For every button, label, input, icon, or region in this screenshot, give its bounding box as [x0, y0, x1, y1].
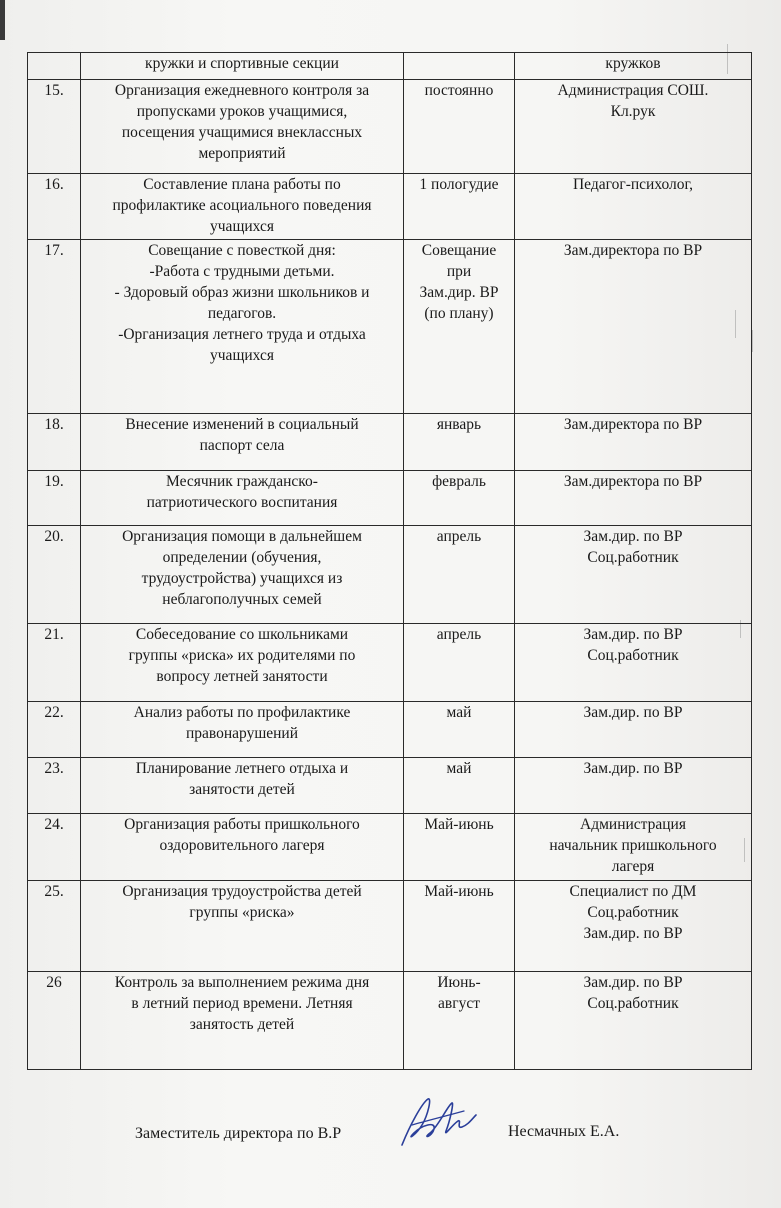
event-cell: [81, 240, 404, 414]
term-cell-line: Совещание: [421, 242, 497, 259]
event-cell-line: определении (обучения,: [162, 549, 322, 566]
term-cell-line: апрель: [436, 528, 482, 545]
term-cell: [404, 80, 515, 174]
term-cell-line: Май-июнь: [424, 816, 494, 833]
table-row: [28, 471, 752, 526]
responsible-cell-line: лагеря: [611, 858, 655, 875]
term-cell: [404, 814, 515, 881]
responsible-cell-line: Зам.дир. по ВР: [583, 925, 683, 942]
event-cell-line: учащихся: [210, 218, 274, 235]
term-cell-line: постоянно: [424, 82, 494, 99]
row-number: [28, 53, 81, 80]
responsible-cell-line: Соц.работник: [587, 549, 679, 566]
table-row: [28, 881, 752, 972]
event-cell: [81, 414, 404, 471]
table-row: [28, 814, 752, 881]
responsible-cell-line: Зам.директора по ВР: [563, 242, 703, 259]
event-cell: [81, 471, 404, 526]
responsible-cell-line: Зам.дир. по ВР: [583, 528, 683, 545]
event-cell: [81, 624, 404, 702]
event-cell-line: Совещание с повесткой дня:: [148, 242, 336, 259]
responsible-cell: [515, 240, 752, 414]
event-cell-line: учащихся: [210, 347, 274, 364]
event-cell-line: паспорт села: [199, 437, 285, 454]
term-cell-line: Зам.дир. ВР: [419, 284, 499, 301]
event-cell-line: неблагополучных семей: [162, 591, 322, 608]
table-row: [28, 758, 752, 814]
event-cell-line: Месячник гражданско-: [166, 473, 318, 490]
responsible-cell-line: Зам.дир. по ВР: [583, 626, 683, 643]
responsible-cell-line: Соц.работник: [587, 995, 679, 1012]
row-number: 17.: [28, 240, 81, 414]
table-row: [28, 624, 752, 702]
table-row: [28, 526, 752, 624]
term-cell: [404, 624, 515, 702]
responsible-cell-line: Администрация СОШ.: [557, 82, 709, 99]
table-row: [28, 972, 752, 1070]
event-cell-line: оздоровительного лагеря: [159, 837, 325, 854]
event-cell: [81, 80, 404, 174]
event-cell: [81, 881, 404, 972]
term-cell: [404, 414, 515, 471]
table-row: [28, 414, 752, 471]
term-cell-line: февраль: [432, 473, 486, 490]
event-cell-line: патриотического воспитания: [146, 494, 338, 511]
term-cell: [404, 881, 515, 972]
term-cell: [404, 174, 515, 240]
row-number: 26: [28, 972, 81, 1070]
term-cell-line: при: [446, 263, 472, 280]
responsible-cell: [515, 702, 752, 758]
responsible-cell-line: Соц.работник: [587, 647, 679, 664]
row-number: 24.: [28, 814, 81, 881]
event-cell: [81, 758, 404, 814]
term-cell-line: Май-июнь: [424, 883, 494, 900]
event-cell-line: Организация ежедневного контроля за: [114, 82, 370, 99]
event-cell-line: занятости детей: [189, 781, 295, 798]
event-cell: [81, 814, 404, 881]
event-cell: кружки и спортивные секции: [81, 53, 404, 80]
responsible-cell-line: Зам.дир. по ВР: [583, 760, 683, 777]
event-cell-line: -Работа с трудными детьми.: [149, 263, 335, 280]
responsible-cell: [515, 758, 752, 814]
table-row: [28, 53, 752, 80]
event-cell-line: группы «риска»: [189, 904, 295, 921]
term-cell-line: (по плану): [424, 305, 494, 322]
event-cell-line: Организация работы пришкольного: [124, 816, 360, 833]
scan-edge-mark: [0, 0, 5, 40]
term-cell: [404, 758, 515, 814]
event-cell-line: Внесение изменений в социальный: [125, 416, 359, 433]
event-cell-line: правонарушений: [185, 725, 299, 742]
row-number: 15.: [28, 80, 81, 174]
event-cell-line: пропусками уроков учащимися,: [136, 103, 348, 120]
event-cell-line: - Здоровый образ жизни школьников и: [114, 284, 370, 301]
event-cell-line: -Организация летнего труда и отдыха: [118, 326, 366, 343]
event-cell-line: Организация трудоустройства детей: [122, 883, 362, 900]
term-cell-line: Июнь-: [437, 974, 481, 991]
table-row: [28, 80, 752, 174]
event-cell: [81, 174, 404, 240]
responsible-cell-line: Администрация: [580, 816, 686, 833]
row-number: 20.: [28, 526, 81, 624]
term-cell-line: 1 пологудие: [419, 176, 499, 193]
term-cell: [404, 702, 515, 758]
signer-name: Несмачных Е.А.: [508, 1123, 620, 1140]
event-cell-line: Планирование летнего отдыха и: [135, 760, 349, 777]
event-cell-line: трудоустройства) учащихся из: [141, 570, 343, 587]
row-number: 22.: [28, 702, 81, 758]
activity-plan-table: [27, 52, 752, 1070]
term-cell: [404, 471, 515, 526]
responsible-cell: [515, 814, 752, 881]
event-cell-line: профилактике асоциального поведения: [112, 197, 372, 214]
event-cell-line: в летний период времени. Летняя: [131, 995, 353, 1012]
term-cell: [404, 972, 515, 1070]
responsible-cell-line: Кл.рук: [610, 103, 656, 120]
event-cell: [81, 972, 404, 1070]
term-cell-line: май: [446, 760, 472, 777]
handwritten-signature: [392, 1095, 482, 1151]
responsible-cell: [515, 174, 752, 240]
term-cell: [404, 240, 515, 414]
row-number: 16.: [28, 174, 81, 240]
event-cell-line: мероприятий: [198, 145, 286, 162]
event-cell-line: группы «риска» их родителями по: [128, 647, 356, 664]
row-number: 25.: [28, 881, 81, 972]
event-cell-line: посещения учащимися внеклассных: [121, 124, 363, 141]
responsible-cell-line: Педагог-психолог,: [572, 176, 694, 193]
responsible-cell-line: Зам.директора по ВР: [563, 416, 703, 433]
signature-block: [0, 1121, 781, 1171]
term-cell-line: май: [446, 704, 472, 721]
responsible-cell: [515, 624, 752, 702]
responsible-cell-line: Специалист по ДМ: [569, 883, 697, 900]
event-cell-line: педагогов.: [207, 305, 277, 322]
event-cell-line: Организация помощи в дальнейшем: [122, 528, 362, 545]
event-cell-line: Контроль за выполнением режима дня: [114, 974, 370, 991]
responsible-cell: [515, 881, 752, 972]
responsible-cell-line: начальник пришкольного: [549, 837, 717, 854]
row-number: 23.: [28, 758, 81, 814]
responsible-cell: [515, 471, 752, 526]
table-row: [28, 702, 752, 758]
row-number: 21.: [28, 624, 81, 702]
term-cell: [404, 53, 515, 80]
signer-position: Заместитель директора по В.Р: [135, 1125, 342, 1142]
row-number: 18.: [28, 414, 81, 471]
responsible-cell-line: Соц.работник: [587, 904, 679, 921]
event-cell: [81, 702, 404, 758]
responsible-cell-line: Зам.директора по ВР: [563, 473, 703, 490]
term-cell: [404, 526, 515, 624]
responsible-cell-line: Зам.дир. по ВР: [583, 704, 683, 721]
event-cell-line: вопросу летней занятости: [156, 668, 328, 685]
term-cell-line: январь: [436, 416, 482, 433]
event-cell-line: занятость детей: [189, 1016, 295, 1033]
table-row: [28, 240, 752, 414]
row-number: 19.: [28, 471, 81, 526]
responsible-cell: [515, 972, 752, 1070]
event-cell-line: Составление плана работы по: [143, 176, 341, 193]
table-row: [28, 174, 752, 240]
responsible-cell-line: Зам.дир. по ВР: [583, 974, 683, 991]
responsible-cell: [515, 414, 752, 471]
event-cell-line: Собеседование со школьниками: [135, 626, 349, 643]
scan-artifact: [752, 330, 753, 352]
event-cell: [81, 526, 404, 624]
term-cell-line: апрель: [436, 626, 482, 643]
responsible-cell: [515, 80, 752, 174]
responsible-cell: [515, 526, 752, 624]
term-cell-line: август: [438, 995, 480, 1012]
responsible-cell: кружков: [515, 53, 752, 80]
event-cell-line: Анализ работы по профилактике: [133, 704, 351, 721]
